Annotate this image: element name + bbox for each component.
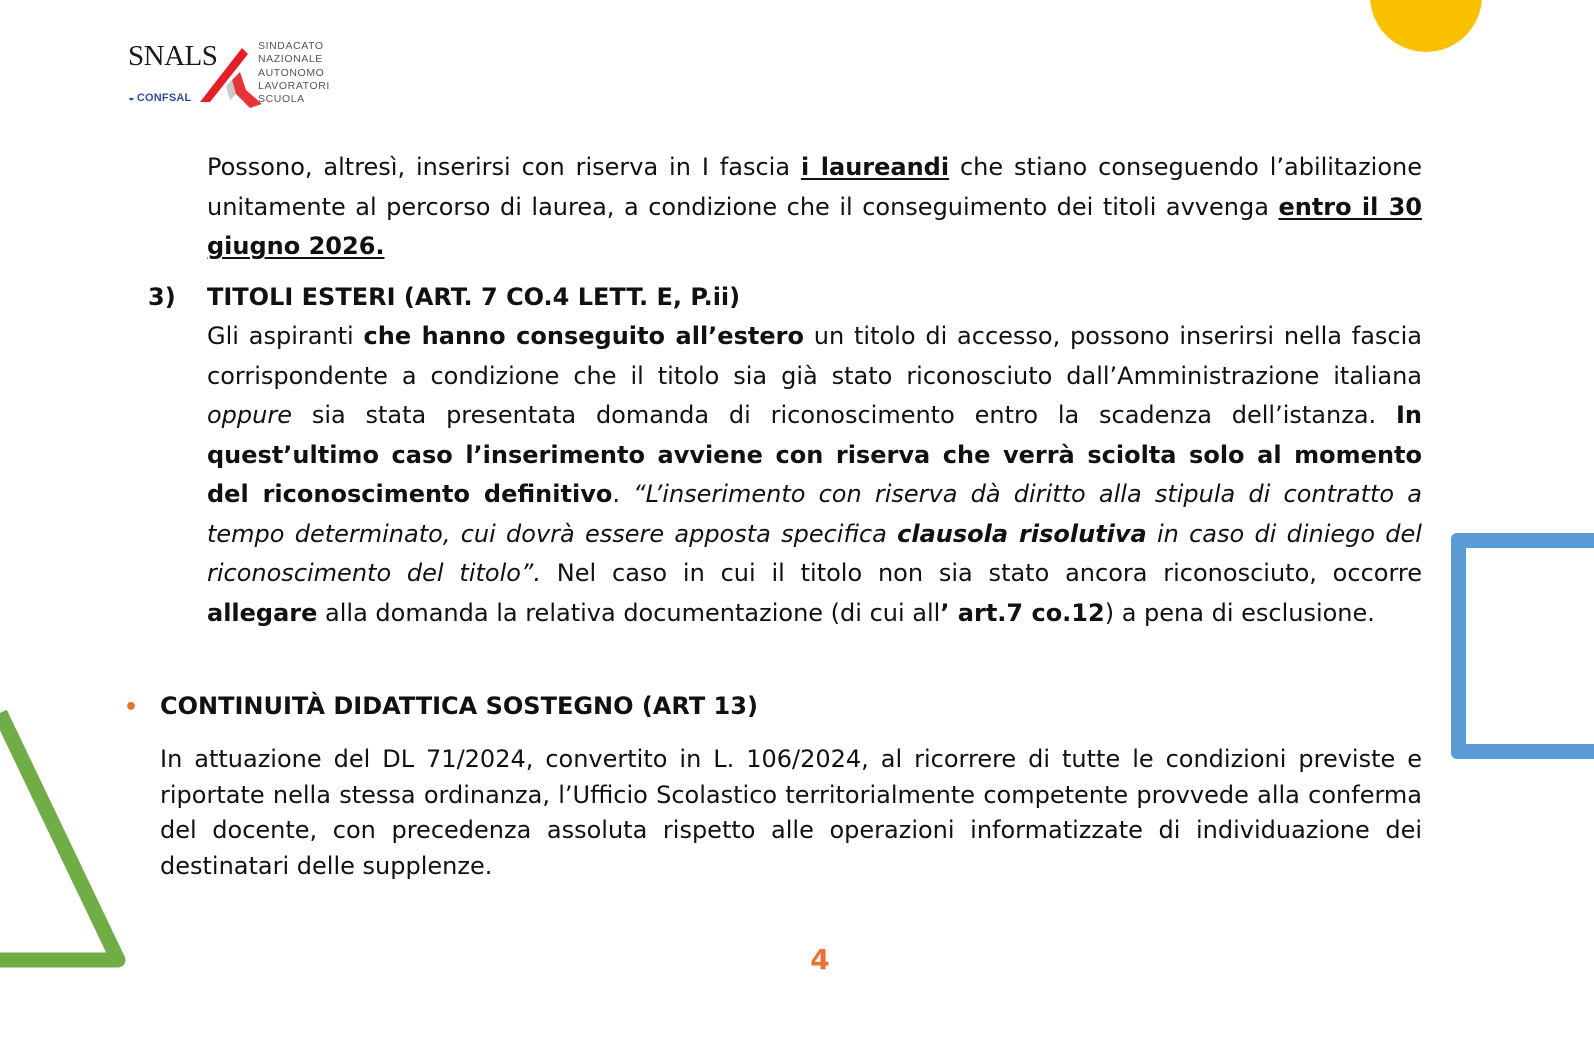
decorative-yellow-circle [1370, 0, 1482, 52]
text-bold-italic-run: clausola risolutiva [897, 519, 1147, 548]
bullet-icon: • [124, 695, 139, 720]
decorative-blue-frame [1451, 533, 1594, 759]
paragraph-continuita: In attuazione del DL 71/2024, convertito in L. 106/2024, al ricorrere di tutte le condizioni previste e riportate nella stessa ordinanza, l’Ufficio Scolastico territorialmente competente provvede alla conferma del docente, con precedenza assoluta rispetto alle operazioni informatizzate di individuazione dei destinatari delle supplenze. [160, 745, 1422, 880]
logo-line: LAVORATORI [258, 79, 330, 92]
logo-confsal-text: CONFSAL [136, 92, 192, 104]
page-number: 4 [810, 943, 830, 976]
text-run: ) a pena di esclusione. [1104, 598, 1375, 627]
logo-line: SINDACATO [258, 40, 324, 52]
text-run: un titolo di accesso, possono inserirsi nella fascia corrispondente a condizione che il titolo sia già stato riconosciuto dall’Amministrazione italiana [207, 322, 1422, 390]
paragraph-laureandi [207, 148, 1422, 267]
paragraph-titoli-esteri [207, 317, 1422, 633]
logo-confsal [128, 92, 191, 104]
confsal-icon: ◒ [128, 92, 135, 104]
continuita-heading [124, 687, 758, 727]
section-number: 3) [148, 283, 176, 311]
continuita-title: CONTINUITÀ DIDATTICA SOSTEGNO (ART 13) [160, 692, 758, 720]
snals-logo [128, 38, 338, 112]
text-run: Nel caso in cui il titolo non sia stato ancora riconosciuto, occorre [541, 559, 1422, 587]
text-deadline-emphasis: entro il 30 giugno 2026. [207, 192, 1422, 260]
logo-snals-text: SNALS [128, 40, 218, 72]
logo-wordmark [258, 40, 330, 106]
text-run: . [612, 480, 634, 508]
logo-line: AUTONOMO [258, 66, 325, 79]
logo-mark-icon [196, 42, 266, 112]
text-run: alla domanda la relativa documentazione (di cui all [317, 598, 941, 627]
logo-line: NAZIONALE [258, 53, 323, 66]
text-laureandi-emphasis: i laureandi [800, 153, 950, 181]
text-bold-run: allegare [207, 598, 318, 627]
text-italic-run: oppure [207, 401, 292, 429]
text-bold-run: In quest’ultimo caso l’inserimento avviene con riserva che verrà sciolta solo al momento del riconoscimento definitivo [207, 401, 1422, 508]
section-title: TITOLI ESTERI (ART. 7 CO.4 LETT. E, P.ii) [207, 283, 741, 311]
text-quote-run: “L’inserimento con riserva dà diritto alla stipula di contratto a tempo determinato, cui dovrà essere apposta specifica [207, 480, 1422, 548]
text-run: Possono, altresì, inserirsi con riserva in I fascia [207, 153, 801, 181]
decorative-green-triangle [0, 705, 140, 995]
text-bold-run: ’ art.7 co.12 [940, 598, 1105, 627]
logo-line: SCUOLA [258, 93, 305, 106]
text-run: Gli aspiranti [207, 322, 364, 350]
text-bold-run: che hanno conseguito all’estero [363, 322, 804, 350]
section-3-heading [148, 278, 740, 317]
text-run: sia stata presentata domanda di riconoscimento entro la scadenza dell’istanza. [292, 401, 1396, 429]
text-run: che stiano conseguendo l’abilitazione unitamente al percorso di laurea, a condizione che il conseguimento dei titoli avvenga [207, 153, 1423, 221]
text-quote-run: in caso di diniego del riconoscimento del titolo”. [207, 519, 1422, 587]
